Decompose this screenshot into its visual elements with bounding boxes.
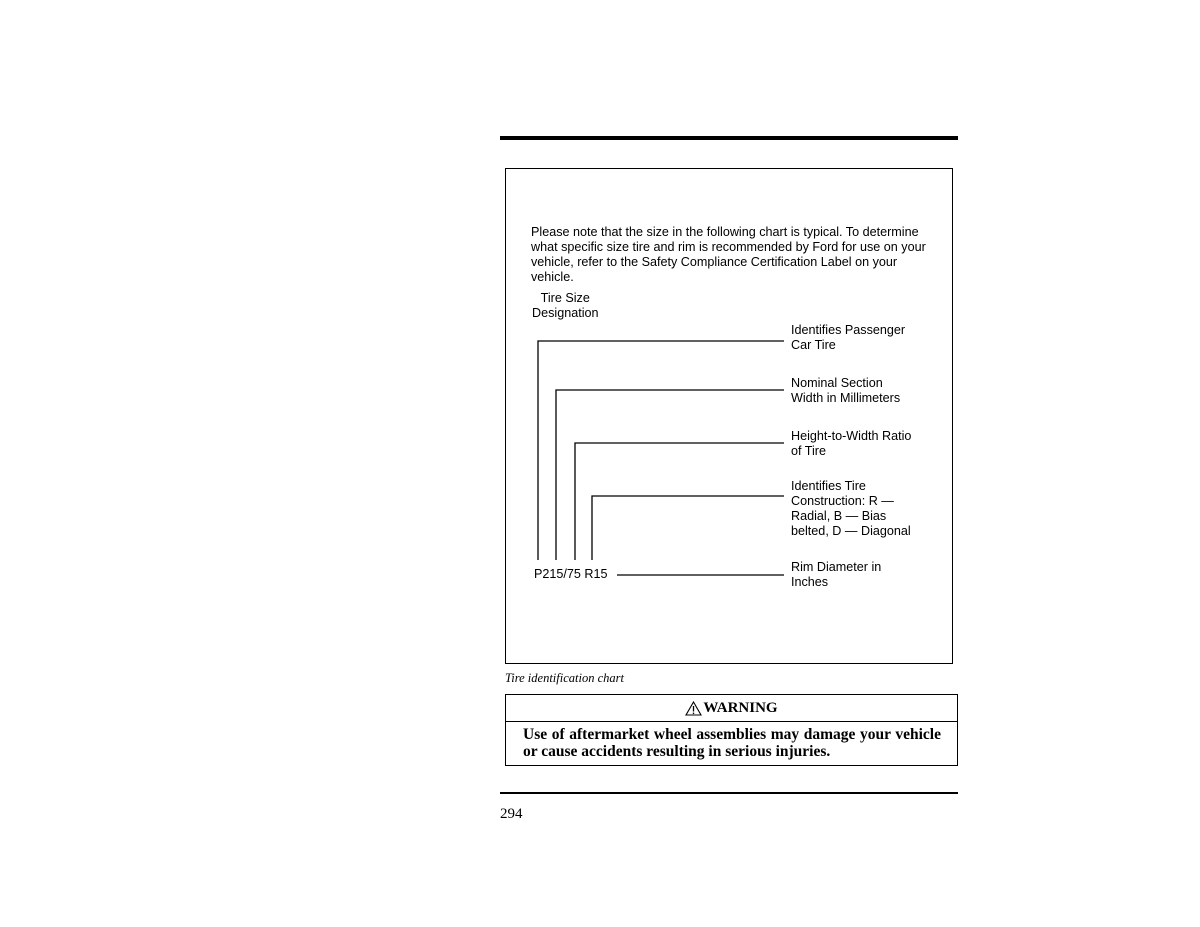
warning-header bbox=[506, 695, 957, 722]
page-number: 294 bbox=[500, 806, 523, 822]
label-passenger-car: Identifies Passenger Car Tire bbox=[791, 323, 906, 352]
label-rim-diameter: Rim Diameter in Inches bbox=[791, 560, 882, 589]
chart-note: Please note that the size in the following chart is typical. To determine what specific size tire and rim is recommended by Ford for use on your vehicle, refer to the Safety Compliance Certification Label on your vehicle. bbox=[531, 225, 926, 284]
bottom-rule bbox=[500, 792, 958, 794]
label-section-width: Nominal Section Width in Millimeters bbox=[791, 376, 901, 405]
leader-line-ratio bbox=[575, 443, 784, 560]
chart-caption: Tire identification chart bbox=[505, 671, 624, 685]
designation-line-1: Tire Size bbox=[540, 291, 590, 305]
warning-box bbox=[505, 694, 958, 766]
tire-code: P215/75 R15 bbox=[534, 567, 608, 581]
leader-line-width bbox=[556, 390, 784, 560]
label-tire-construction: Identifies Tire Construction: R — Radial, B — Bias belted, D — Diagonal bbox=[791, 479, 911, 538]
warning-triangle-icon bbox=[685, 701, 702, 716]
label-height-width-ratio: Height-to-Width Ratio of Tire bbox=[791, 429, 912, 458]
leader-line-construction bbox=[592, 496, 784, 560]
warning-text: Use of aftermarket wheel assemblies may damage your vehicle or cause accidents resulting in serious injuries. bbox=[523, 726, 941, 760]
warning-title: WARNING bbox=[703, 699, 778, 716]
designation-line-2: Designation bbox=[532, 306, 599, 320]
